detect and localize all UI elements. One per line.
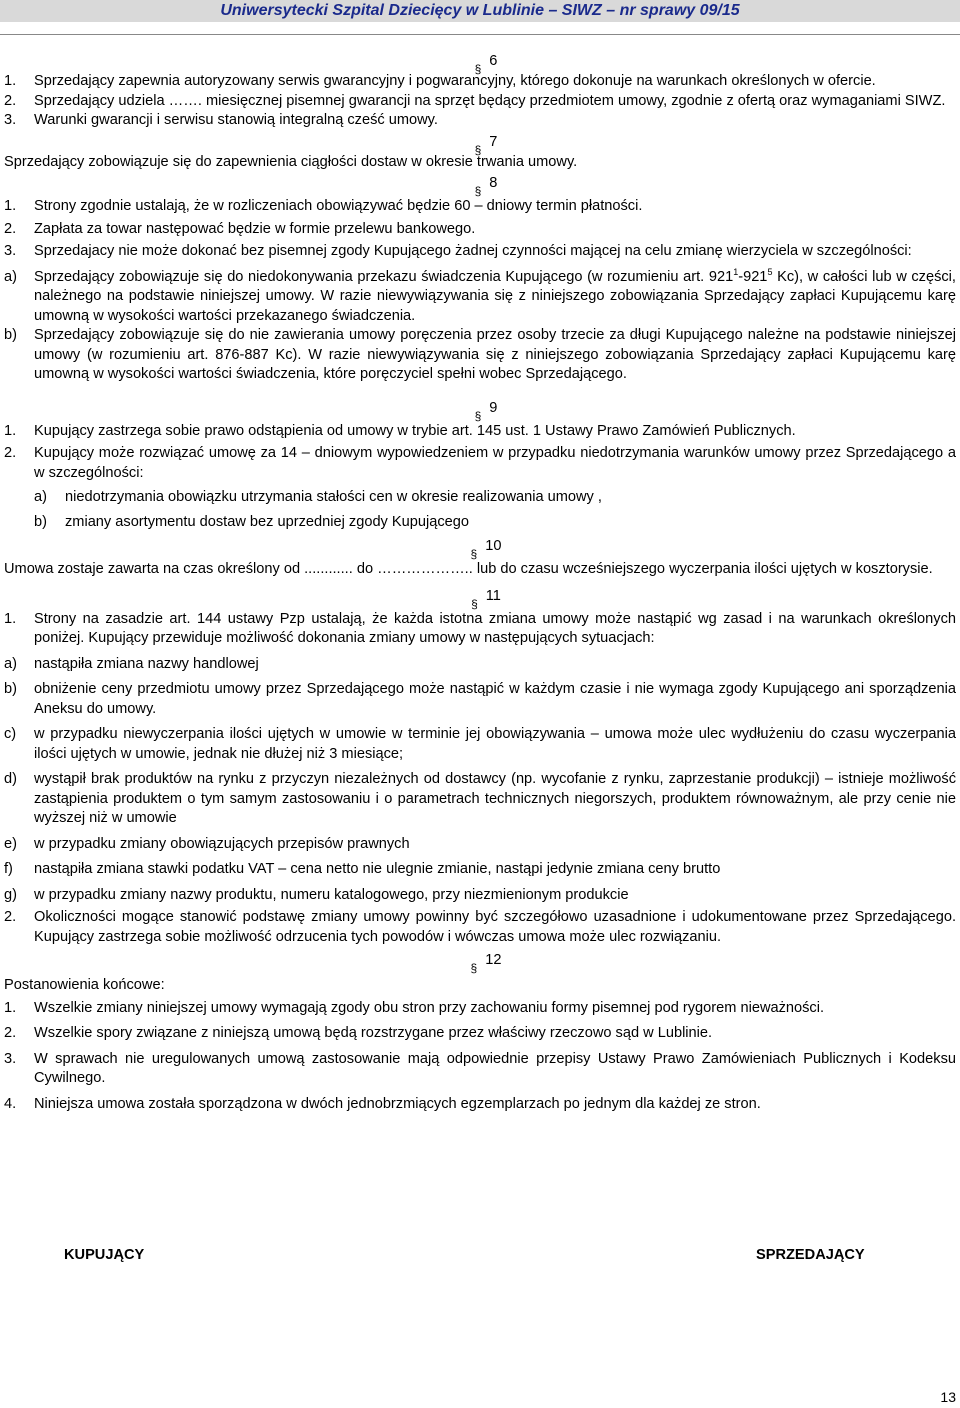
list-item: 3. W sprawach nie uregulowanych umową zastosowanie mają odpowiednie przepisy Ustawy Prawo Zamówieniach Publicznych i Kodeksu Cywilnego. — [4, 1050, 956, 1086]
section-heading-11: § 11 — [471, 587, 501, 611]
section-heading-6 — [4, 52, 956, 76]
list-item: 1. Sprzedający zapewnia autoryzowany serwis gwarancyjny i pogwarancyjny, którego dokonuje na warunkach określonych w ofercie. — [4, 73, 876, 89]
section-symbol: § — [474, 62, 482, 76]
seller-signature-label: SPRZEDAJĄCY — [756, 1247, 865, 1263]
sub-list-item: e) w przypadku zmiany obowiązujących przepisów prawnych — [4, 835, 410, 852]
header-divider — [0, 34, 960, 35]
sub-list-item: b) Sprzedający zobowiązuje się do nie zawierania umowy poręczenia przez osoby trzecie za długi Kupującego należne na podstawie niniejszej umowy (w rozumieniu art. 876-887 Kc). W razie niewywiązywania się z niniejszego zobowiązania Sprzedający zapłaci Kupującemu karę umowną w wysokości wartości świadczenia, które poręczyciel spełni wobec Sprzedającego. — [4, 327, 956, 382]
section-heading-7: § 7 — [474, 133, 498, 157]
list-item: 1. Strony zgodnie ustalają, że w rozliczeniach obowiązywać będzie 60 – dniowy termin płatności. — [4, 198, 643, 214]
list-item: 2. Kupujący może rozwiązać umowę za 14 – dniowym wypowiedzeniem w przypadku niedotrzymania warunków umowy przez Sprzedającego a w szczególności: — [4, 445, 956, 481]
sub-list-item: b) zmiany asortymentu dostaw bez uprzedniej zgody Kupującego — [34, 513, 469, 530]
list-item: 4. Niniejsza umowa została sporządzona w dwóch jednobrzmiących egzemplarzach po jednym dla każdej ze stron. — [4, 1095, 761, 1112]
sub-list-item: a) Sprzedający zobowiązuje się do niedokonywania przekazu świadczenia Kupującego (w rozumieniu art. $921^1-921^5$ Kc), w całości lub w części, należnego na podstawie niniejszej umowy. W razie niewywiązywania się z niniejszego zobowiązania Sprzedający zapłaci Kupującemu karę umowną w wysokości wartości przekazanego świadczenia. — [4, 266, 956, 324]
sub-list-item: f) nastąpiła zmiana stawki podatku VAT – cena netto nie ulegnie zmianie, nastąpi jedynie zmiana ceny brutto — [4, 861, 721, 877]
sub-list-item: b) obniżenie ceny przedmiotu umowy przez Sprzedającego może nastąpić w każdym czasie i nie wymaga zgody Kupującego ani sporządzenia Aneksu do umowy. — [4, 681, 956, 717]
list-item: 1. Strony na zasadzie art. 144 ustawy Pzp ustalają, że każda istotna zmiana umowy może nastąpić wg zasad i na warunkach określonych poniżej. Kupujący przewiduje możliwość dokonania zmiany umowy w następujących sytuacjach: — [4, 610, 956, 646]
list-item: 2. Sprzedający udziela ……. miesięcznej pisemnej gwarancji na sprzęt będący przedmiotem umowy, zgodnie z ofertą oraz wymaganiami SIWZ. — [4, 92, 946, 109]
list-item: 1. Wszelkie zmiany niniejszej umowy wymagają zgody obu stron przy zachowaniu formy pisemnej pod rygorem nieważności. — [4, 999, 825, 1016]
paragraph: Umowa zostaje zawarta na czas określony od ............ do ……………….. lub do czasu wcześniejszego wyczerpania ilości ujętych w kosztorysie. — [4, 561, 933, 577]
header-title: Uniwersytecki Szpital Dziecięcy w Lublinie – SIWZ – nr sprawy 09/15 — [220, 2, 740, 19]
sub-list-item: a) nastąpiła zmiana nazwy handlowej — [4, 655, 259, 672]
section-heading-12: § 12 — [470, 952, 502, 975]
page-number: 13 — [940, 1389, 956, 1405]
paragraph: Sprzedający zobowiązuje się do zapewnienia ciągłości dostaw w okresie trwania umowy. — [4, 153, 578, 170]
sub-list-item: c) w przypadku niewyczerpania ilości ujętych w umowie w terminie jej obowiązywania – umowa może ulec wydłużeniu do czasu wyczerpania ilości ujętych w umowie, jednak nie dłużej niż 3 miesiące; — [4, 726, 956, 762]
buyer-signature-label: KUPUJĄCY — [64, 1247, 145, 1263]
list-item: 3. Sprzedajacy nie może dokonać bez pisemnej zgody Kupującego żadnej czynności mającej na celu zmianę wierzyciela w szczególności: — [4, 243, 912, 259]
list-item: 2. Zapłata za towar następować będzie w formie przelewu bankowego. — [4, 220, 476, 237]
sub-list-item: g) w przypadku zmiany nazwy produktu, numeru katalogowego, przy niezmienionym produkcie — [4, 886, 629, 903]
list-item: 2. Wszelkie spory związane z niniejszą umową będą rozstrzygane przez właściwy rzeczowo sąd w Lublinie. — [4, 1025, 713, 1041]
section-heading-9: § 9 — [474, 399, 498, 423]
list-item: 1. Kupujący zastrzega sobie prawo odstąpienia od umowy w trybie art. 145 ust. 1 Ustawy Prawo Zamówień Publicznych. — [4, 422, 796, 439]
section-heading-8: § 8 — [474, 175, 498, 198]
document-body — [4, 52, 956, 1114]
sub-list-item: d) wystąpił brak produktów na rynku z przyczyn niezależnych od dostawcy (np. wycofanie z rynku, zaprzestanie produkcji) – istnieje możliwość zastąpienia produktem o tym samym zastosowaniu i o parametrach technicznych niegorszych, produktem równoważnym, ale przy cenie nie wyższej niż w umowie — [4, 771, 956, 826]
list-item: 2. Okoliczności mogące stanowić podstawę zmiany umowy powinny być szczegółowo uzasadnione i udokumentowane przez Sprzedającego. Kupujący zastrzega sobie możliwość odrzucenia tych powodów i wówczas umowa może ulec rozwiązaniu. — [4, 909, 956, 945]
sub-list-item: a) niedotrzymania obowiązku utrzymania stałości cen w okresie realizowania umowy , — [34, 489, 602, 505]
paragraph: Postanowienia końcowe: — [4, 977, 165, 993]
list-item: 3. Warunki gwarancji i serwisu stanowią integralną cześć umowy. — [4, 112, 438, 128]
section-number: 6 — [489, 53, 498, 69]
document-header — [0, 0, 960, 22]
section-heading-10: § 10 — [470, 538, 502, 561]
